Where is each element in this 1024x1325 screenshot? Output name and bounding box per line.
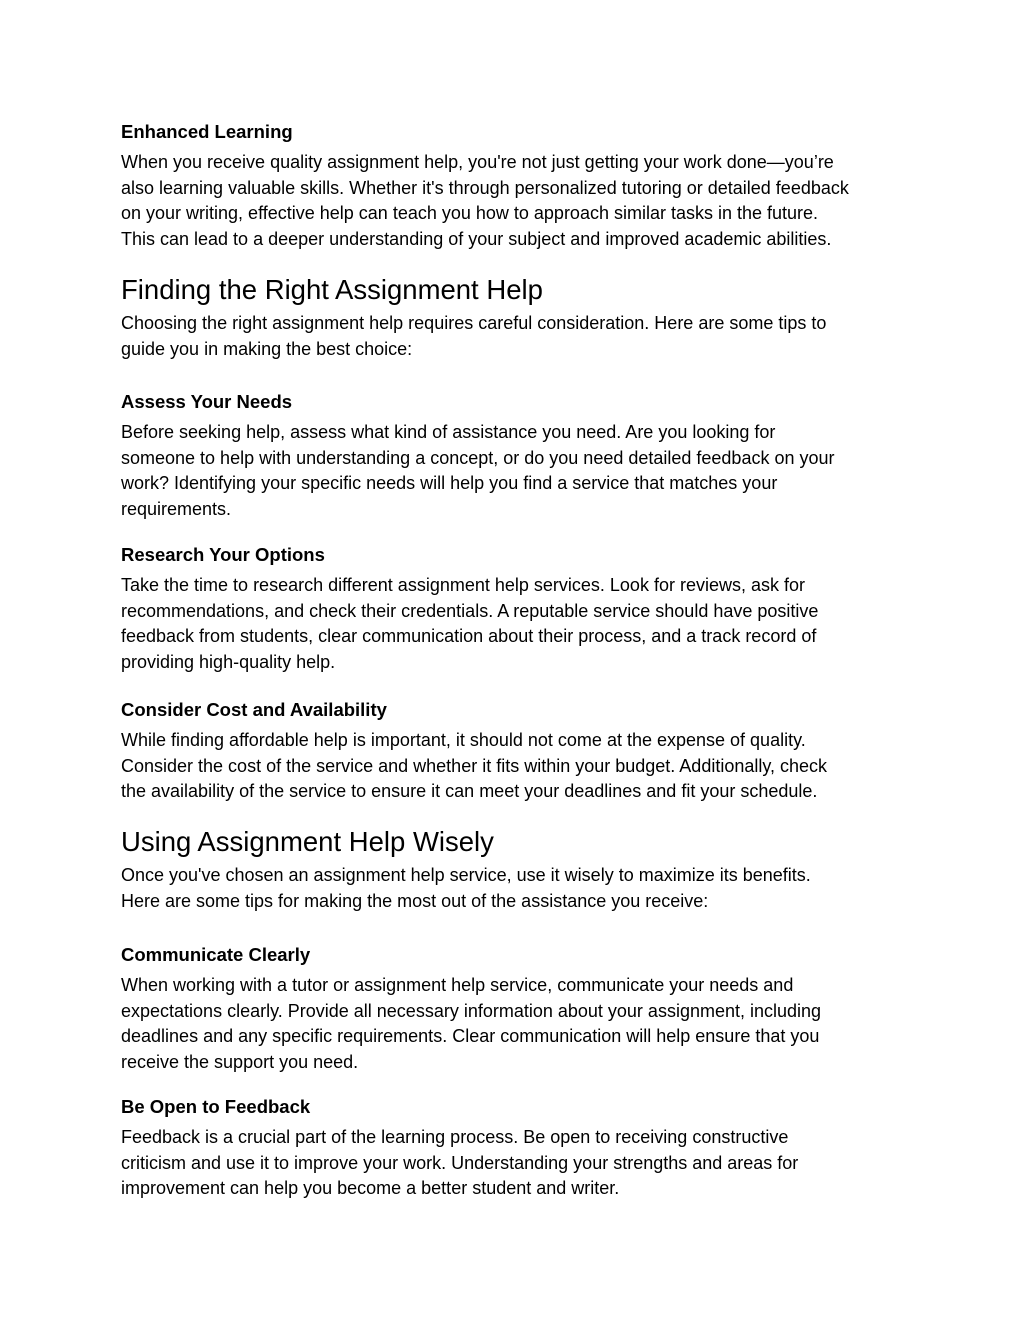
paragraph-line: someone to help with understanding a concept, or do you need detailed feedback on your: [121, 447, 835, 468]
section-heading: Be Open to Feedback: [121, 1096, 311, 1117]
section-finding-help: [121, 273, 911, 362]
paragraph-line: Take the time to research different assignment help services. Look for reviews, ask for: [121, 575, 805, 595]
section-paragraph: [121, 973, 911, 1075]
paragraph-line: When working with a tutor or assignment help service, communicate your needs and: [121, 975, 794, 995]
paragraph-line: on your writing, effective help can teach you how to approach similar tasks in the future.: [121, 203, 819, 223]
paragraph-line: deadlines and any specific requirements. Clear communication will help ensure that you: [121, 1026, 820, 1046]
section-title: Using Assignment Help Wisely: [121, 826, 494, 857]
paragraph-line: recommendations, and check their credentials. A reputable service should have positive: [121, 600, 819, 621]
paragraph-line: This can lead to a deeper understanding of your subject and improved academic abilities.: [121, 228, 832, 249]
section-paragraph: [121, 1125, 911, 1202]
section-heading: Consider Cost and Availability: [121, 699, 387, 720]
paragraph-line: providing high-quality help.: [121, 651, 336, 672]
paragraph-line: Choosing the right assignment help requires careful consideration. Here are some tips to: [121, 313, 827, 333]
section-paragraph: [121, 728, 911, 805]
paragraph-line: requirements.: [121, 498, 232, 519]
paragraph-line: also learning valuable skills. Whether it's through personalized tutoring or detailed feedback: [121, 177, 849, 198]
section-heading: Research Your Options: [121, 544, 325, 565]
paragraph-line: Feedback is a crucial part of the learning process. Be open to receiving constructive: [121, 1127, 789, 1147]
paragraph-line: guide you in making the best choice:: [121, 338, 413, 359]
section-title: Finding the Right Assignment Help: [121, 274, 543, 305]
section-using-wisely: [121, 825, 911, 914]
paragraph-line: expectations clearly. Provide all necessary information about your assignment, including: [121, 1000, 822, 1021]
section-communicate: [121, 943, 911, 1075]
section-heading: Communicate Clearly: [121, 944, 311, 965]
paragraph-line: feedback from students, clear communication about their process, and a track record of: [121, 626, 817, 646]
section-heading: Assess Your Needs: [121, 391, 293, 412]
paragraph-line: criticism and use it to improve your work. Understanding your strengths and areas for: [121, 1152, 799, 1173]
section-paragraph: [121, 150, 911, 252]
paragraph-line: work? Identifying your specific needs will help you find a service that matches your: [121, 473, 778, 493]
section-enhanced-learning: [121, 120, 911, 252]
paragraph-line: When you receive quality assignment help, you're not just getting your work done—you’re: [121, 152, 834, 172]
paragraph-line: Before seeking help, assess what kind of assistance you need. Are you looking for: [121, 422, 776, 442]
section-paragraph: [121, 573, 911, 675]
section-feedback: [121, 1095, 911, 1202]
section-cost-availability: [121, 698, 911, 805]
paragraph-line: receive the support you need.: [121, 1051, 359, 1072]
paragraph-line: improvement can help you become a better student and writer.: [121, 1178, 620, 1198]
section-paragraph: [121, 311, 911, 362]
section-assess-needs: [121, 390, 911, 522]
paragraph-line: Consider the cost of the service and whether it fits within your budget. Additionally, check: [121, 755, 828, 776]
section-paragraph: [121, 420, 911, 522]
paragraph-line: While finding affordable help is important, it should not come at the expense of quality.: [121, 730, 806, 750]
section-research-options: [121, 543, 911, 675]
paragraph-line: the availability of the service to ensure it can meet your deadlines and fit your schedule.: [121, 781, 818, 801]
section-heading: Enhanced Learning: [121, 121, 293, 142]
section-paragraph: [121, 863, 911, 914]
paragraph-line: Once you've chosen an assignment help service, use it wisely to maximize its benefits.: [121, 865, 811, 885]
paragraph-line: Here are some tips for making the most out of the assistance you receive:: [121, 890, 709, 911]
